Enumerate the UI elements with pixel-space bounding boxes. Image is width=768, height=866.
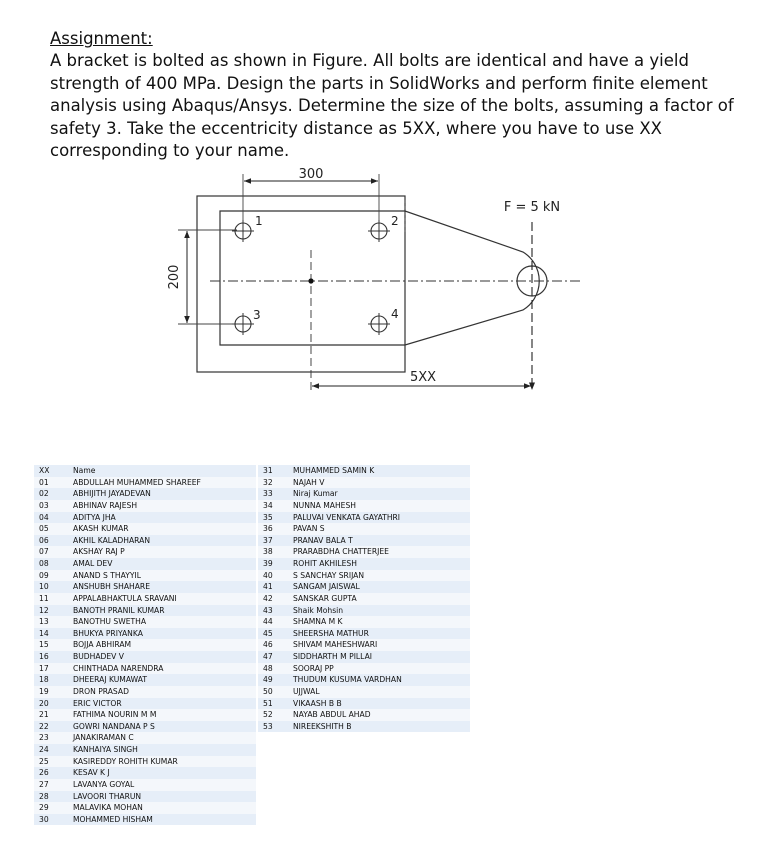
- name-cell: JANAKIRAMAN C: [69, 732, 256, 744]
- name-cell: SHIVAM MAHESHWARI: [289, 639, 470, 651]
- xx-cell: 05: [34, 523, 69, 535]
- table-row: [34, 721, 256, 733]
- xx-cell: 52: [258, 709, 289, 721]
- name-cell: ABHINAV RAJESH: [69, 500, 256, 512]
- table-row: [34, 477, 256, 489]
- table-row: [34, 616, 256, 628]
- table-row: [34, 651, 256, 663]
- name-cell: ANSHUBH SHAHARE: [69, 581, 256, 593]
- eccentricity-label: 5XX: [409, 370, 437, 385]
- table-row: [34, 605, 256, 617]
- table-row: [34, 639, 256, 651]
- force-label: F = 5 kN: [503, 200, 561, 215]
- xx-cell: 08: [34, 558, 69, 570]
- name-cell: Shaik Mohsin: [289, 605, 470, 617]
- name-cell: THUDUM KUSUMA VARDHAN: [289, 674, 470, 686]
- name-cell: MALAVIKA MOHAN: [69, 802, 256, 814]
- table-row: [34, 558, 256, 570]
- name-cell: AKSHAY RAJ P: [69, 546, 256, 558]
- name-cell: KESAV K J: [69, 767, 256, 779]
- xx-cell: XX: [34, 465, 69, 477]
- name-cell: SHEERSHA MATHUR: [289, 628, 470, 640]
- table-header-row: [34, 465, 256, 477]
- name-cell: PALUVAI VENKATA GAYATHRI: [289, 512, 470, 524]
- xx-cell: 51: [258, 698, 289, 710]
- name-cell: SHAMNA M K: [289, 616, 470, 628]
- dim-width-label: 300: [298, 167, 324, 182]
- xx-cell: 46: [258, 639, 289, 651]
- xx-cell: 26: [34, 767, 69, 779]
- name-cell: Niraj Kumar: [289, 488, 470, 500]
- xx-cell: 22: [34, 721, 69, 733]
- xx-cell: 42: [258, 593, 289, 605]
- bolt-2-label: 2: [391, 214, 399, 228]
- xx-cell: 35: [258, 512, 289, 524]
- table-row: [258, 651, 470, 663]
- bolt-3-label: 3: [253, 308, 261, 322]
- name-cell: BOJJA ABHIRAM: [69, 639, 256, 651]
- xx-cell: 38: [258, 546, 289, 558]
- table-row: [258, 500, 470, 512]
- xx-cell: 23: [34, 732, 69, 744]
- name-cell: AKHIL KALADHARAN: [69, 535, 256, 547]
- name-cell: DHEERAJ KUMAWAT: [69, 674, 256, 686]
- table-row: [34, 500, 256, 512]
- table-row: [34, 663, 256, 675]
- name-cell: LAVANYA GOYAL: [69, 779, 256, 791]
- xx-cell: 36: [258, 523, 289, 535]
- xx-cell: 53: [258, 721, 289, 733]
- xx-cell: 07: [34, 546, 69, 558]
- xx-cell: 34: [258, 500, 289, 512]
- xx-cell: 12: [34, 605, 69, 617]
- assignment-text: A bracket is bolted as shown in Figure. All bolts are identical and have a yield strength of 400 MPa. Design the parts in SolidWorks and perform finite element analysis using Abaqus/Ansys. Determine the size of the bolts, assuming a factor of safety 3. Take the eccentricity distance as 5XX, where you have to use XX corresponding to your name.: [50, 51, 734, 161]
- name-cell: ABHIJITH JAYADEVAN: [69, 488, 256, 500]
- table-row: [34, 756, 256, 768]
- table-row: [258, 558, 470, 570]
- xx-cell: 06: [34, 535, 69, 547]
- bolt-4-label: 4: [391, 307, 399, 321]
- name-cell: APPALABHAKTULA SRAVANI: [69, 593, 256, 605]
- xx-cell: 10: [34, 581, 69, 593]
- student-table-left: [34, 465, 256, 825]
- table-row: [34, 535, 256, 547]
- xx-cell: 14: [34, 628, 69, 640]
- xx-cell: 11: [34, 593, 69, 605]
- table-row: [258, 686, 470, 698]
- name-cell: BHUKYA PRIYANKA: [69, 628, 256, 640]
- xx-cell: 29: [34, 802, 69, 814]
- xx-cell: 49: [258, 674, 289, 686]
- table-row: [258, 512, 470, 524]
- table-row: [34, 732, 256, 744]
- name-cell: FATHIMA NOURIN M M: [69, 709, 256, 721]
- table-row: [34, 546, 256, 558]
- xx-cell: 33: [258, 488, 289, 500]
- table-row: [34, 674, 256, 686]
- table-row: [34, 779, 256, 791]
- bolt-3: [232, 313, 254, 335]
- name-cell: KANHAIYA SINGH: [69, 744, 256, 756]
- xx-cell: 37: [258, 535, 289, 547]
- name-cell: NUNNA MAHESH: [289, 500, 470, 512]
- table-row: [34, 802, 256, 814]
- centroid-dot: [308, 278, 313, 283]
- table-row: [34, 686, 256, 698]
- table-row: [258, 546, 470, 558]
- name-cell: DRON PRASAD: [69, 686, 256, 698]
- xx-cell: 13: [34, 616, 69, 628]
- name-cell: S SANCHAY SRIJAN: [289, 570, 470, 582]
- name-cell: SANSKAR GUPTA: [289, 593, 470, 605]
- table-row: [34, 523, 256, 535]
- name-cell: NAYAB ABDUL AHAD: [289, 709, 470, 721]
- xx-cell: 01: [34, 477, 69, 489]
- table-row: [34, 767, 256, 779]
- xx-cell: 17: [34, 663, 69, 675]
- xx-cell: 31: [258, 465, 289, 477]
- xx-cell: 50: [258, 686, 289, 698]
- name-cell: PAVAN S: [289, 523, 470, 535]
- name-cell: AMAL DEV: [69, 558, 256, 570]
- table-row: [34, 814, 256, 826]
- table-row: [34, 628, 256, 640]
- xx-cell: 24: [34, 744, 69, 756]
- name-cell: KASIREDDY ROHITH KUMAR: [69, 756, 256, 768]
- name-cell: BANOTHU SWETHA: [69, 616, 256, 628]
- table-row: [258, 488, 470, 500]
- name-cell: SOORAJ PP: [289, 663, 470, 675]
- name-cell: ERIC VICTOR: [69, 698, 256, 710]
- bolt-1-label: 1: [255, 214, 263, 228]
- table-row: [34, 581, 256, 593]
- xx-cell: 19: [34, 686, 69, 698]
- xx-cell: 47: [258, 651, 289, 663]
- name-cell: Name: [69, 465, 256, 477]
- xx-cell: 45: [258, 628, 289, 640]
- table-row: [34, 709, 256, 721]
- name-cell: SANGAM JAISWAL: [289, 581, 470, 593]
- xx-cell: 04: [34, 512, 69, 524]
- xx-cell: 39: [258, 558, 289, 570]
- name-cell: BUDHADEV V: [69, 651, 256, 663]
- table-row: [258, 628, 470, 640]
- table-row: [258, 663, 470, 675]
- assignment-heading: Assignment:: [50, 29, 153, 48]
- bolt-1: [232, 220, 254, 242]
- xx-cell: 27: [34, 779, 69, 791]
- name-cell: NAJAH V: [289, 477, 470, 489]
- xx-cell: 18: [34, 674, 69, 686]
- xx-cell: 28: [34, 791, 69, 803]
- bolt-4: [368, 313, 390, 335]
- name-cell: AKASH KUMAR: [69, 523, 256, 535]
- xx-cell: 25: [34, 756, 69, 768]
- name-cell: MUHAMMED SAMIN K: [289, 465, 470, 477]
- xx-cell: 32: [258, 477, 289, 489]
- xx-cell: 21: [34, 709, 69, 721]
- name-cell: SIDDHARTH M PILLAI: [289, 651, 470, 663]
- name-cell: MOHAMMED HISHAM: [69, 814, 256, 826]
- table-row: [258, 465, 470, 477]
- xx-cell: 44: [258, 616, 289, 628]
- table-row: [34, 512, 256, 524]
- xx-cell: 43: [258, 605, 289, 617]
- xx-cell: 02: [34, 488, 69, 500]
- table-row: [34, 698, 256, 710]
- xx-cell: 16: [34, 651, 69, 663]
- xx-cell: 09: [34, 570, 69, 582]
- table-row: [258, 477, 470, 489]
- table-row: [34, 744, 256, 756]
- name-cell: BANOTH PRANIL KUMAR: [69, 605, 256, 617]
- dim-height-label: 200: [167, 264, 182, 290]
- name-cell: VIKAASH B B: [289, 698, 470, 710]
- table-row: [258, 593, 470, 605]
- bolt-2: [368, 220, 390, 242]
- table-row: [258, 535, 470, 547]
- xx-cell: 03: [34, 500, 69, 512]
- table-row: [258, 721, 470, 733]
- name-cell: CHINTHADA NARENDRA: [69, 663, 256, 675]
- name-cell: PRARABDHA CHATTERJEE: [289, 546, 470, 558]
- name-cell: GOWRI NANDANA P S: [69, 721, 256, 733]
- student-table-right: [258, 465, 470, 732]
- table-row: [258, 709, 470, 721]
- xx-cell: 41: [258, 581, 289, 593]
- table-row: [258, 523, 470, 535]
- table-row: [258, 698, 470, 710]
- table-row: [34, 570, 256, 582]
- name-cell: LAVOORI THARUN: [69, 791, 256, 803]
- name-cell: PRANAV BALA T: [289, 535, 470, 547]
- name-cell: ADITYA JHA: [69, 512, 256, 524]
- xx-cell: 40: [258, 570, 289, 582]
- table-row: [258, 639, 470, 651]
- xx-cell: 30: [34, 814, 69, 826]
- xx-cell: 48: [258, 663, 289, 675]
- xx-cell: 15: [34, 639, 69, 651]
- table-row: [258, 605, 470, 617]
- name-cell: ROHIT AKHILESH: [289, 558, 470, 570]
- name-cell: UJJWAL: [289, 686, 470, 698]
- table-row: [258, 570, 470, 582]
- name-cell: ABDULLAH MUHAMMED SHAREEF: [69, 477, 256, 489]
- table-row: [34, 791, 256, 803]
- table-row: [258, 616, 470, 628]
- table-row: [34, 593, 256, 605]
- xx-cell: 20: [34, 698, 69, 710]
- name-cell: NIREEKSHITH B: [289, 721, 470, 733]
- name-cell: ANAND S THAYYIL: [69, 570, 256, 582]
- table-row: [258, 674, 470, 686]
- table-row: [34, 488, 256, 500]
- table-row: [258, 581, 470, 593]
